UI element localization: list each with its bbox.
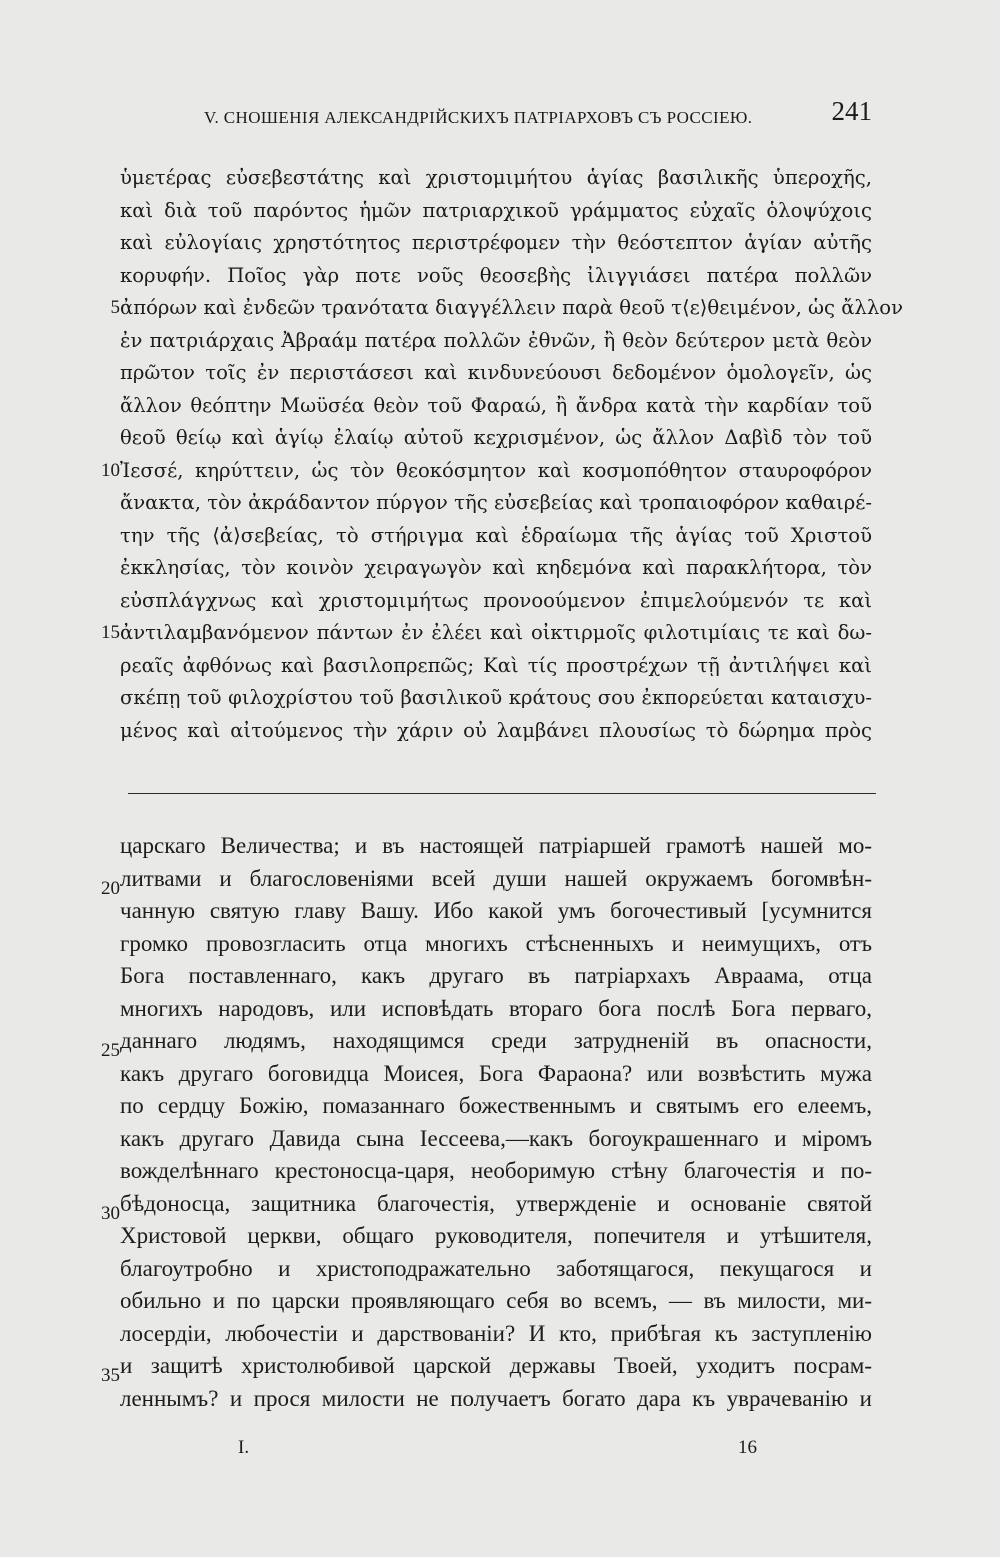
- text-line: [0, 928, 1000, 961]
- line-text: обильно и по царски проявляющаго себя во всемъ, — въ милости, ми-: [120, 1288, 872, 1313]
- line-text: леннымъ? и прося милости не получаетъ богато дара къ уврачеванію и: [120, 1385, 872, 1411]
- line-number: 10: [101, 459, 120, 481]
- line-text: ἀντιλαμβανόμενον πάντων ἐν ἐλέει καὶ οἰκτιρμοῖς φιλοτιμίαις τε καὶ δω-: [120, 621, 872, 644]
- text-line: [0, 1155, 1000, 1188]
- line-text: θεοῦ θείῳ καὶ ἁγίῳ ἐλαίῳ αὐτοῦ κεχρισμένον, ὡς ἄλλον Δαβὶδ τὸν τοῦ: [120, 426, 872, 449]
- signature-mark: I.: [238, 1437, 250, 1458]
- line-text: εὐσπλάγχνως καὶ χριστομιμήτως προνοούμενον ἐπιμελούμενόν τε καὶ: [120, 588, 872, 612]
- text-line: [0, 260, 1000, 293]
- text-line: [0, 1318, 1000, 1351]
- text-line: [0, 1253, 1000, 1286]
- line-text: Бога поставленнаго, какъ другаго въ патріархахъ Авраама, отца: [120, 963, 872, 988]
- page-footer: [230, 1437, 790, 1465]
- text-line: [0, 895, 1000, 928]
- line-text: Ἰεσσέ, κηρύττειν, ὡς τὸν θεοκόσμητον καὶ κοσμοπόθητον σταυροφόρον: [120, 458, 872, 482]
- page-number: 241: [831, 96, 872, 126]
- line-text: вожделѣннаго крестоносца-царя, необоримую стѣну благочестія и по-: [120, 1158, 872, 1183]
- line-text: Христовой церкви, общаго руководителя, попечителя и утѣшителя,: [120, 1223, 872, 1248]
- line-text: ἐκκλησίας, τὸν κοινὸν χειραγωγὸν καὶ κηδεμόνα καὶ παρακλήτορα, τὸν: [120, 556, 872, 579]
- sheet-number: 16: [738, 1437, 757, 1458]
- line-text: громко провозгласить отца многихъ стѣсненныхъ и неимущихъ, отъ: [120, 930, 872, 956]
- line-text: какъ другаго боговидца Моисея, Бога Фараона? или возвѣстить мужа: [120, 1060, 872, 1086]
- line-text: многихъ народовъ, или исповѣдать втораго бога послѣ Бога перваго,: [120, 995, 872, 1021]
- text-line: [0, 227, 1000, 260]
- line-text: πρῶτον τοῖς ἐν περιστάσεσι καὶ κινδυνεύουσι δεδομένον ὁμολογεῖν, ὡς: [120, 361, 872, 384]
- line-text: бѣдоносца, защитника благочестія, утвержденіе и основаніе святой: [120, 1190, 872, 1216]
- text-line: [0, 552, 1000, 585]
- line-text: ἄλλον θεόπτην Μωϋσέα θεὸν τοῦ Φαραώ, ἢ ἄνδρα κατὰ τὴν καρδίαν τοῦ: [120, 393, 872, 417]
- text-line: [0, 715, 1000, 748]
- separator-rule: [128, 793, 876, 794]
- text-line: [0, 830, 1000, 863]
- line-text: чанную святую главу Вашу. Ибо какой умъ богочестивый [усумнится: [120, 898, 872, 923]
- text-line: [0, 1058, 1000, 1091]
- text-line: [0, 585, 1000, 618]
- text-line: [0, 1025, 1000, 1061]
- text-line: [0, 960, 1000, 993]
- line-text: литвами и благословеніями всей души нашей окружаемъ богомвѣн-: [120, 865, 872, 891]
- line-text: какъ другаго Давида сына Іессеева,—какъ богоукрашеннаго и міромъ: [120, 1125, 872, 1151]
- line-text: σκέπῃ τοῦ φιλοχρίστου τοῦ βασιλικοῦ κράτους σου ἐκπορεύεται καταισχυ-: [120, 686, 872, 709]
- line-text: ἀπόρων καὶ ἐνδεῶν τρανότατα διαγγέλλειν παρὰ θεοῦ τ⟨ε⟩θειμένον, ὡς ἄλλον: [120, 296, 903, 319]
- line-text: по сердцу Божію, помазаннаго божественнымъ и святымъ его елеемъ,: [120, 1093, 872, 1118]
- text-line: [0, 1220, 1000, 1253]
- text-line: [0, 1285, 1000, 1318]
- text-line: [0, 357, 1000, 390]
- line-text: царскаго Величества; и въ настоящей патріаршей грамотѣ нашей мо-: [120, 833, 872, 858]
- text-line: [0, 1090, 1000, 1123]
- text-line: [0, 487, 1000, 520]
- line-number: 30: [101, 1202, 120, 1224]
- text-line: [0, 292, 1000, 325]
- text-line: [0, 1123, 1000, 1156]
- text-line: [0, 162, 1000, 195]
- text-line: [0, 1383, 1000, 1416]
- text-line: [0, 1188, 1000, 1224]
- line-text: лосердіи, любочестіи и дарствованіи? И кто, прибѣгая къ заступленію: [120, 1320, 872, 1346]
- line-text: μένος καὶ αἰτούμενος τὴν χάριν οὐ λαμβάνει πλουσίως τὸ δώρημα πρὸς: [120, 718, 872, 742]
- line-number: 5: [110, 297, 120, 318]
- line-number: 25: [101, 1040, 120, 1061]
- text-line: [0, 682, 1000, 715]
- text-line: [0, 993, 1000, 1026]
- running-head: V. СНОШЕНІЯ АЛЕКСАНДРІЙСКИХЪ ПАТРІАРХОВЪ СЪ РОССІЕЮ.: [204, 108, 753, 127]
- line-text: ἄνακτα, τὸν ἀκράδαντον πύργον τῆς εὐσεβείας καὶ τροπαιοφόρον καθαιρέ-: [120, 491, 872, 514]
- line-text: ὑμετέρας εὐσεβεστάτης καὶ χριστομιμήτου ἁγίας βασιλικῆς ὑπεροχῆς,: [120, 166, 872, 189]
- text-line: [0, 325, 1000, 358]
- line-text: κορυφήν. Ποῖος γὰρ ποτε νοῦς θεοσεβὴς ἰλιγγιάσει πατέρα πολλῶν: [120, 263, 872, 287]
- line-number: 35: [101, 1365, 120, 1386]
- line-text: и защитѣ христолюбивой царской державы Твоей, уходитъ посрам-: [120, 1353, 872, 1378]
- line-text: даннаго людямъ, находящимся среди затрудненій въ опасности,: [120, 1028, 872, 1053]
- line-text: καὶ εὐλογίαις χρηστότητος περιστρέφομεν τὴν θεόστεπτον ἁγίαν αὐτῆς: [120, 231, 872, 254]
- line-number: 20: [101, 877, 120, 899]
- line-text: καὶ διὰ τοῦ παρόντος ἡμῶν πατριαρχικοῦ γράμματος εὐχαῖς ὁλοψύχοις: [120, 198, 872, 222]
- line-text: ρεαῖς ἀφθόνως καὶ βασιλοπρεπῶς; Καὶ τίς προστρέχων τῇ ἀντιλήψει καὶ: [120, 653, 872, 677]
- text-line: [0, 863, 1000, 899]
- line-number: 15: [101, 622, 120, 643]
- text-line: [0, 195, 1000, 228]
- text-line: [0, 1350, 1000, 1386]
- text-line: [0, 422, 1000, 455]
- text-line: [0, 650, 1000, 683]
- line-text: благоутробно и христоподражательно заботящагося, пекущагося и: [120, 1255, 872, 1281]
- text-line: [0, 617, 1000, 650]
- line-text: την τῆς ⟨ἀ⟩σεβείας, τὸ στήριγμα καὶ ἑδραίωμα τῆς ἁγίας τοῦ Χριστοῦ: [120, 523, 872, 547]
- text-line: [0, 455, 1000, 488]
- page-header: [200, 96, 880, 136]
- text-line: [0, 520, 1000, 553]
- line-text: ἐν πατριάρχαις Ἀβραάμ πατέρα πολλῶν ἐθνῶν, ἢ θεὸν δεύτερον μετὰ θεὸν: [120, 328, 872, 352]
- text-line: [0, 390, 1000, 423]
